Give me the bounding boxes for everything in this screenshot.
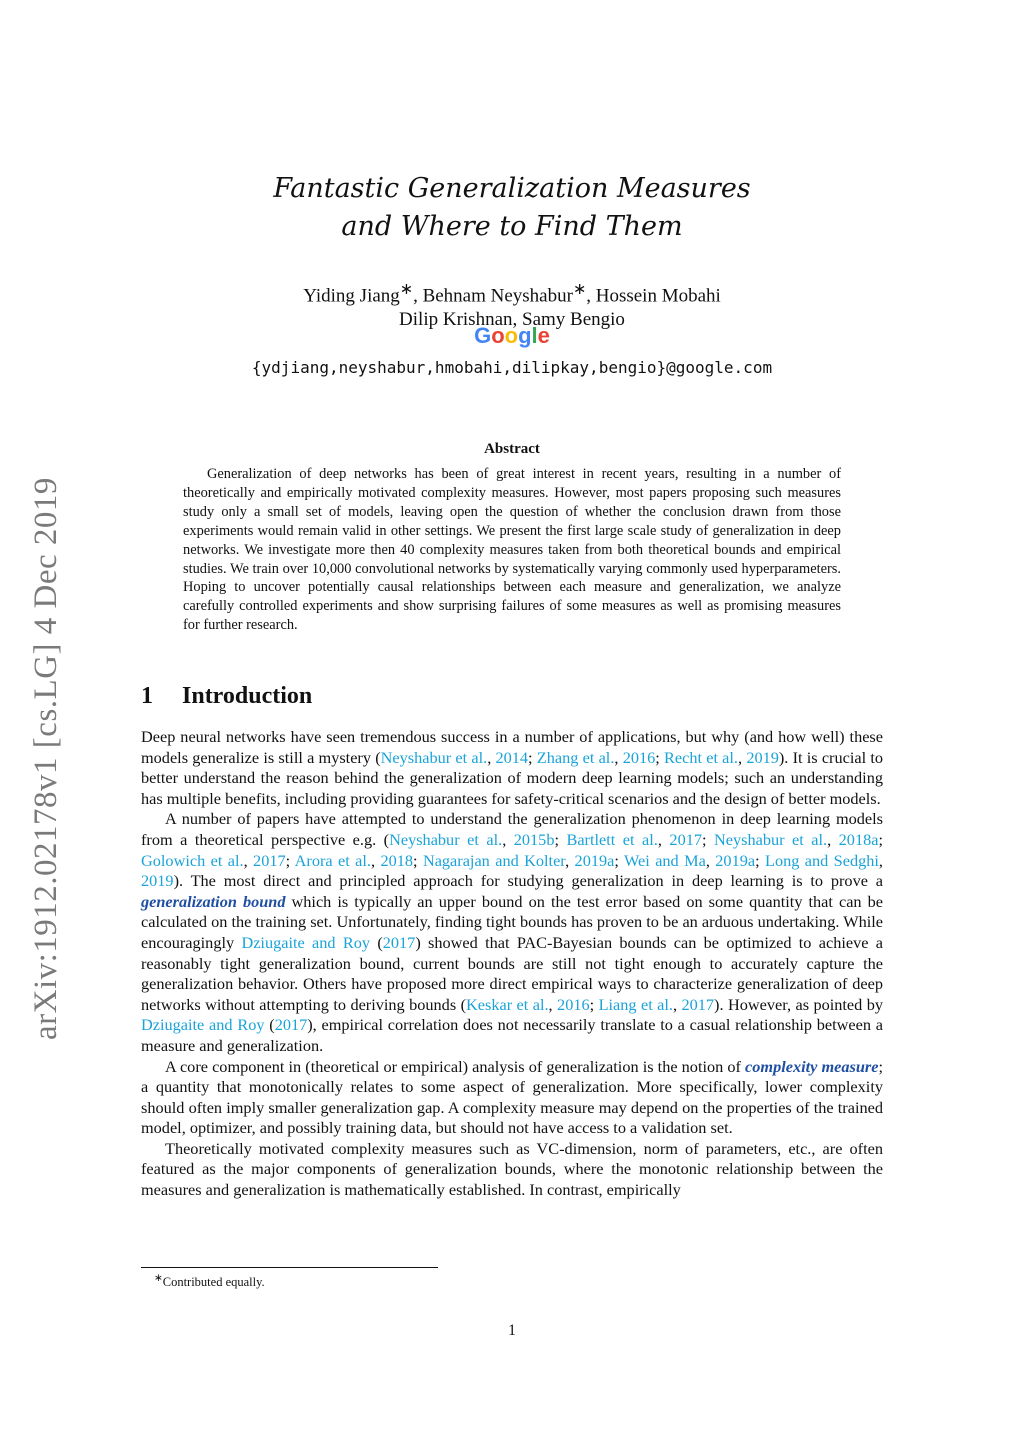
text-run: , bbox=[827, 829, 839, 849]
citation-link[interactable]: 2017 bbox=[274, 1015, 308, 1035]
text-run: ; bbox=[589, 994, 599, 1014]
citation-link[interactable]: Dziugaite and Roy bbox=[141, 1015, 265, 1035]
text-run: ; bbox=[755, 850, 765, 870]
text-run: ; bbox=[554, 829, 567, 849]
google-logo-letter: e bbox=[537, 323, 550, 348]
text-run: , bbox=[614, 747, 623, 767]
paper-title bbox=[0, 170, 1024, 246]
section-heading bbox=[141, 683, 312, 710]
citation-link[interactable]: Neyshabur et al. bbox=[380, 747, 488, 767]
google-logo bbox=[0, 322, 1024, 350]
section-title: Introduction bbox=[182, 683, 313, 709]
citation-link[interactable]: Long and Sedghi bbox=[765, 850, 879, 870]
citation-link[interactable]: 2015b bbox=[513, 829, 555, 849]
citation-link[interactable]: 2014 bbox=[495, 747, 529, 767]
paragraph-3 bbox=[141, 1057, 883, 1139]
citation-link[interactable]: 2018 bbox=[380, 850, 414, 870]
emphasized-term: generalization bound bbox=[141, 891, 286, 911]
footnote bbox=[154, 1272, 265, 1290]
text-run: ). However, as pointed by bbox=[714, 994, 883, 1014]
equal-contrib-mark: ∗ bbox=[399, 281, 414, 298]
footnote-rule bbox=[141, 1267, 438, 1268]
citation-link[interactable]: Arora et al. bbox=[294, 850, 371, 870]
title-line-1: Fantastic Generalization Measures bbox=[273, 173, 751, 204]
text-run: ; bbox=[878, 829, 883, 849]
citation-link[interactable]: Neyshabur et al. bbox=[389, 829, 503, 849]
google-logo-letter: o bbox=[504, 323, 519, 348]
author-emails: {ydjiang,neyshabur,hmobahi,dilipkay,bengio}@google.com bbox=[251, 358, 773, 377]
google-logo-letter: o bbox=[491, 323, 505, 348]
introduction-body bbox=[141, 727, 883, 1201]
page-number: 1 bbox=[508, 1322, 516, 1339]
text-run: A core component in (theoretical or empirical) analysis of generalization is the notion of bbox=[165, 1056, 746, 1076]
citation-link[interactable]: 2017 bbox=[382, 932, 416, 952]
google-logo-letter: G bbox=[474, 323, 492, 348]
text-run: , bbox=[370, 850, 381, 870]
citation-link[interactable]: 2019 bbox=[746, 747, 779, 767]
text-run: ) showed that PAC-Bayesian bounds can be optimized to achieve a reasonably tight generalization bound, current bounds are still not tight enough to accurately capture the generalization behavior. Others have proposed more direct empirical ways to characterize generalization of deep networks without attempting to deriving bounds ( bbox=[141, 932, 883, 1014]
authors-line-1 bbox=[0, 278, 1024, 308]
citation-link[interactable]: Keskar et al. bbox=[466, 994, 549, 1014]
citation-link[interactable]: Bartlett et al. bbox=[566, 829, 658, 849]
google-logo-letter: g bbox=[518, 323, 532, 348]
citation-link[interactable]: Recht et al. bbox=[664, 747, 739, 767]
authors-line-2: Dilip Krishnan, Samy Bengio bbox=[399, 309, 625, 331]
abstract-text: Generalization of deep networks has been of great interest in recent years, resulting in a number of theoretically and empirically motivated complexity measures. However, most papers proposing such measures study only a small set of models, leaving open the question of whether the conclusion drawn from those experiments would remain valid in other settings. We present the first large scale study of generalization in deep networks. We investigate more then 40 complexity measures taken from both theoretical bounds and empirical studies. We train over 10,000 convolutional networks by systematically varying commonly used hyperparameters. Hoping to uncover potentially causal relationships between each measure and generalization, we analyze carefully controlled experiments and show surprising failures of some measures as well as promising measures for further research. bbox=[183, 466, 841, 634]
text-run: ). The most direct and principled approach for studying generalization in deep learning is to prove a bbox=[173, 871, 883, 891]
footnote-mark: ∗ bbox=[154, 1273, 163, 1284]
text-run: which is typically an upper bound on the test error based on some quantity that can be calculated on the training set. Unfortunately, finding tight bounds has proven to be an arduous undertaking. While encouragingly bbox=[141, 891, 883, 952]
citation-link[interactable]: 2019 bbox=[141, 871, 174, 891]
citation-link[interactable]: 2017 bbox=[669, 829, 702, 849]
text-run: , bbox=[657, 829, 670, 849]
citation-link[interactable]: Zhang et al. bbox=[536, 747, 615, 767]
text-run: , bbox=[243, 850, 254, 870]
text-run: ; bbox=[655, 747, 665, 767]
text-run: ; bbox=[528, 747, 537, 767]
citation-link[interactable]: 2019a bbox=[574, 850, 615, 870]
paragraph-2 bbox=[141, 809, 883, 1056]
text-run: Deep neural networks have seen tremendous success in a number of applications, but why (and how well) these models generalize is still a mystery ( bbox=[141, 727, 883, 767]
text-run: , bbox=[487, 747, 496, 767]
author-neyshabur: , Behnam Neyshabur bbox=[413, 285, 573, 307]
paragraph-1 bbox=[141, 727, 883, 809]
abstract-heading: Abstract bbox=[484, 441, 540, 457]
citation-link[interactable]: Neyshabur et al. bbox=[714, 829, 828, 849]
text-run: ; bbox=[614, 850, 624, 870]
text-run: , bbox=[502, 829, 514, 849]
text-run: , bbox=[705, 850, 716, 870]
text-run: ; bbox=[701, 829, 714, 849]
text-run: ; bbox=[285, 850, 295, 870]
author-mobahi: , Hossein Mobahi bbox=[586, 285, 721, 307]
arxiv-identifier: arXiv:1912.02178v1 [cs.LG] 4 Dec 2019 bbox=[28, 477, 64, 1040]
equal-contrib-mark: ∗ bbox=[572, 281, 587, 298]
google-logo-letter: l bbox=[531, 323, 538, 348]
text-run: , bbox=[565, 850, 575, 870]
citation-link[interactable]: 2019a bbox=[715, 850, 756, 870]
citation-link[interactable]: 2017 bbox=[681, 994, 715, 1014]
text-run: Theoretically motivated complexity measures such as VC-dimension, norm of parameters, etc., are often featured as the major components of generalization bounds, where the monotonic relationship between the measures and generalization is mathematically established. In contrast, empirically bbox=[141, 1138, 883, 1200]
citation-link[interactable]: 2016 bbox=[622, 747, 656, 767]
title-line-2: and Where to Find Them bbox=[341, 211, 683, 242]
footnote-text: Contributed equally. bbox=[162, 1275, 265, 1290]
author-jiang: Yiding Jiang bbox=[303, 285, 400, 307]
citation-link[interactable]: Nagarajan and Kolter bbox=[422, 850, 566, 870]
citation-link[interactable]: Liang et al. bbox=[598, 994, 673, 1014]
text-run: , bbox=[548, 994, 558, 1014]
text-run: , bbox=[738, 747, 747, 767]
text-run: ( bbox=[264, 1015, 275, 1035]
text-run: ; a quantity that monotonically relates to some aspect of generalization. More specifically, lower complexity should often imply smaller generalization gap. A complexity measure may depend on the properties of the trained model, optimizer, and possibly training data, but should not have access to a validation set. bbox=[141, 1056, 883, 1138]
text-run: ; bbox=[413, 850, 423, 870]
citation-link[interactable]: Golowich et al. bbox=[141, 850, 244, 870]
citation-link[interactable]: 2017 bbox=[253, 850, 286, 870]
emphasized-term: complexity measure bbox=[745, 1056, 879, 1076]
text-run: ). It is crucial to better understand the reason behind the generalization of modern deep learning models; such an understanding has multiple benefits, including providing guarantees for safety-critical scenarios and the design of better models. bbox=[141, 747, 884, 808]
text-run: A number of papers have attempted to understand the generalization phenomenon in deep learning models from a theoretical perspective e.g. ( bbox=[141, 809, 883, 849]
text-run: ( bbox=[370, 932, 383, 952]
citation-link[interactable]: 2018a bbox=[838, 829, 879, 849]
text-run: , bbox=[878, 850, 883, 870]
citation-link[interactable]: Wei and Ma bbox=[623, 850, 706, 870]
paragraph-4 bbox=[141, 1139, 883, 1201]
text-run: ), empirical correlation does not necessarily translate to a casual relationship between a measure and generalization. bbox=[141, 1015, 884, 1055]
text-run: , bbox=[672, 994, 682, 1014]
citation-link[interactable]: Dziugaite and Roy bbox=[241, 932, 371, 952]
section-number: 1 bbox=[141, 683, 153, 709]
citation-link[interactable]: 2016 bbox=[557, 994, 590, 1014]
